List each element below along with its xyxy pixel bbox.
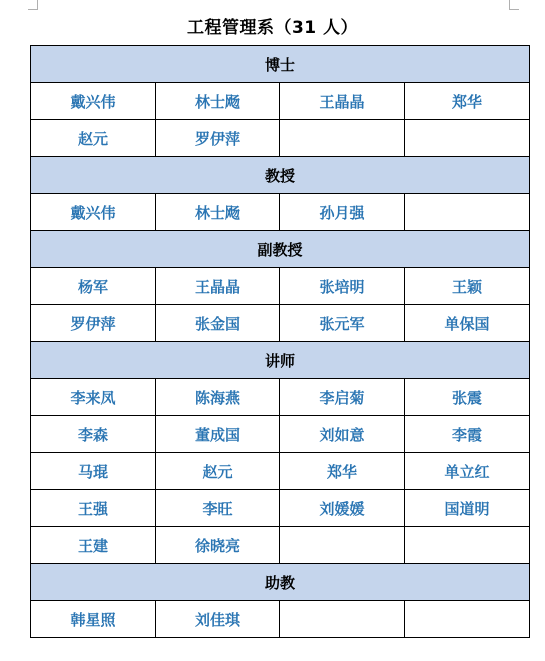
empty-cell — [405, 120, 530, 157]
name-cell: 刘媛媛 — [280, 490, 405, 527]
empty-cell — [405, 601, 530, 638]
table-row — [31, 379, 530, 416]
name-cell: 陈海燕 — [156, 379, 280, 416]
name-cell: 李森 — [31, 416, 156, 453]
name-cell: 张金国 — [156, 305, 280, 342]
name-cell: 李霞 — [405, 416, 530, 453]
table-row — [31, 268, 530, 305]
name-cell: 马琨 — [31, 453, 156, 490]
name-cell: 王强 — [31, 490, 156, 527]
name-cell: 王晶晶 — [156, 268, 280, 305]
section-header-row — [31, 231, 530, 268]
table-row — [31, 416, 530, 453]
section-heading: 讲师 — [31, 342, 530, 379]
name-cell: 郑华 — [280, 453, 405, 490]
section-header-row — [31, 342, 530, 379]
empty-cell — [280, 601, 405, 638]
name-cell: 林士飏 — [156, 194, 280, 231]
table-row — [31, 527, 530, 564]
name-cell: 韩星照 — [31, 601, 156, 638]
name-cell: 董成国 — [156, 416, 280, 453]
table-row — [31, 305, 530, 342]
name-cell: 李启菊 — [280, 379, 405, 416]
page-corner-mark-left — [28, 0, 38, 10]
name-cell: 郑华 — [405, 83, 530, 120]
section-heading: 副教授 — [31, 231, 530, 268]
empty-cell — [280, 527, 405, 564]
staff-table — [30, 45, 530, 638]
empty-cell — [405, 527, 530, 564]
section-heading: 助教 — [31, 564, 530, 601]
section-header-row — [31, 46, 530, 83]
name-cell: 单立红 — [405, 453, 530, 490]
section-header-row — [31, 157, 530, 194]
name-cell: 林士飏 — [156, 83, 280, 120]
empty-cell — [405, 194, 530, 231]
table-row — [31, 194, 530, 231]
name-cell: 张元军 — [280, 305, 405, 342]
name-cell: 罗伊萍 — [31, 305, 156, 342]
name-cell: 赵元 — [31, 120, 156, 157]
page-corner-mark-right — [509, 0, 519, 10]
name-cell: 戴兴伟 — [31, 194, 156, 231]
table-row — [31, 83, 530, 120]
page-title: 工程管理系（31 人） — [186, 18, 359, 38]
name-cell: 孙月强 — [280, 194, 405, 231]
name-cell: 徐晓亮 — [156, 527, 280, 564]
name-cell: 王颖 — [405, 268, 530, 305]
name-cell: 王建 — [31, 527, 156, 564]
table-row — [31, 120, 530, 157]
name-cell: 赵元 — [156, 453, 280, 490]
name-cell: 杨军 — [31, 268, 156, 305]
staff-table-body — [31, 46, 530, 638]
section-heading: 博士 — [31, 46, 530, 83]
name-cell: 刘佳琪 — [156, 601, 280, 638]
name-cell: 单保国 — [405, 305, 530, 342]
name-cell: 国道明 — [405, 490, 530, 527]
name-cell: 王晶晶 — [280, 83, 405, 120]
name-cell: 罗伊萍 — [156, 120, 280, 157]
name-cell: 张培明 — [280, 268, 405, 305]
table-row — [31, 601, 530, 638]
name-cell: 李旺 — [156, 490, 280, 527]
name-cell: 李来凤 — [31, 379, 156, 416]
name-cell: 张震 — [405, 379, 530, 416]
name-cell: 戴兴伟 — [31, 83, 156, 120]
section-heading: 教授 — [31, 157, 530, 194]
empty-cell — [280, 120, 405, 157]
name-cell: 刘如意 — [280, 416, 405, 453]
table-row — [31, 490, 530, 527]
section-header-row — [31, 564, 530, 601]
table-row — [31, 453, 530, 490]
